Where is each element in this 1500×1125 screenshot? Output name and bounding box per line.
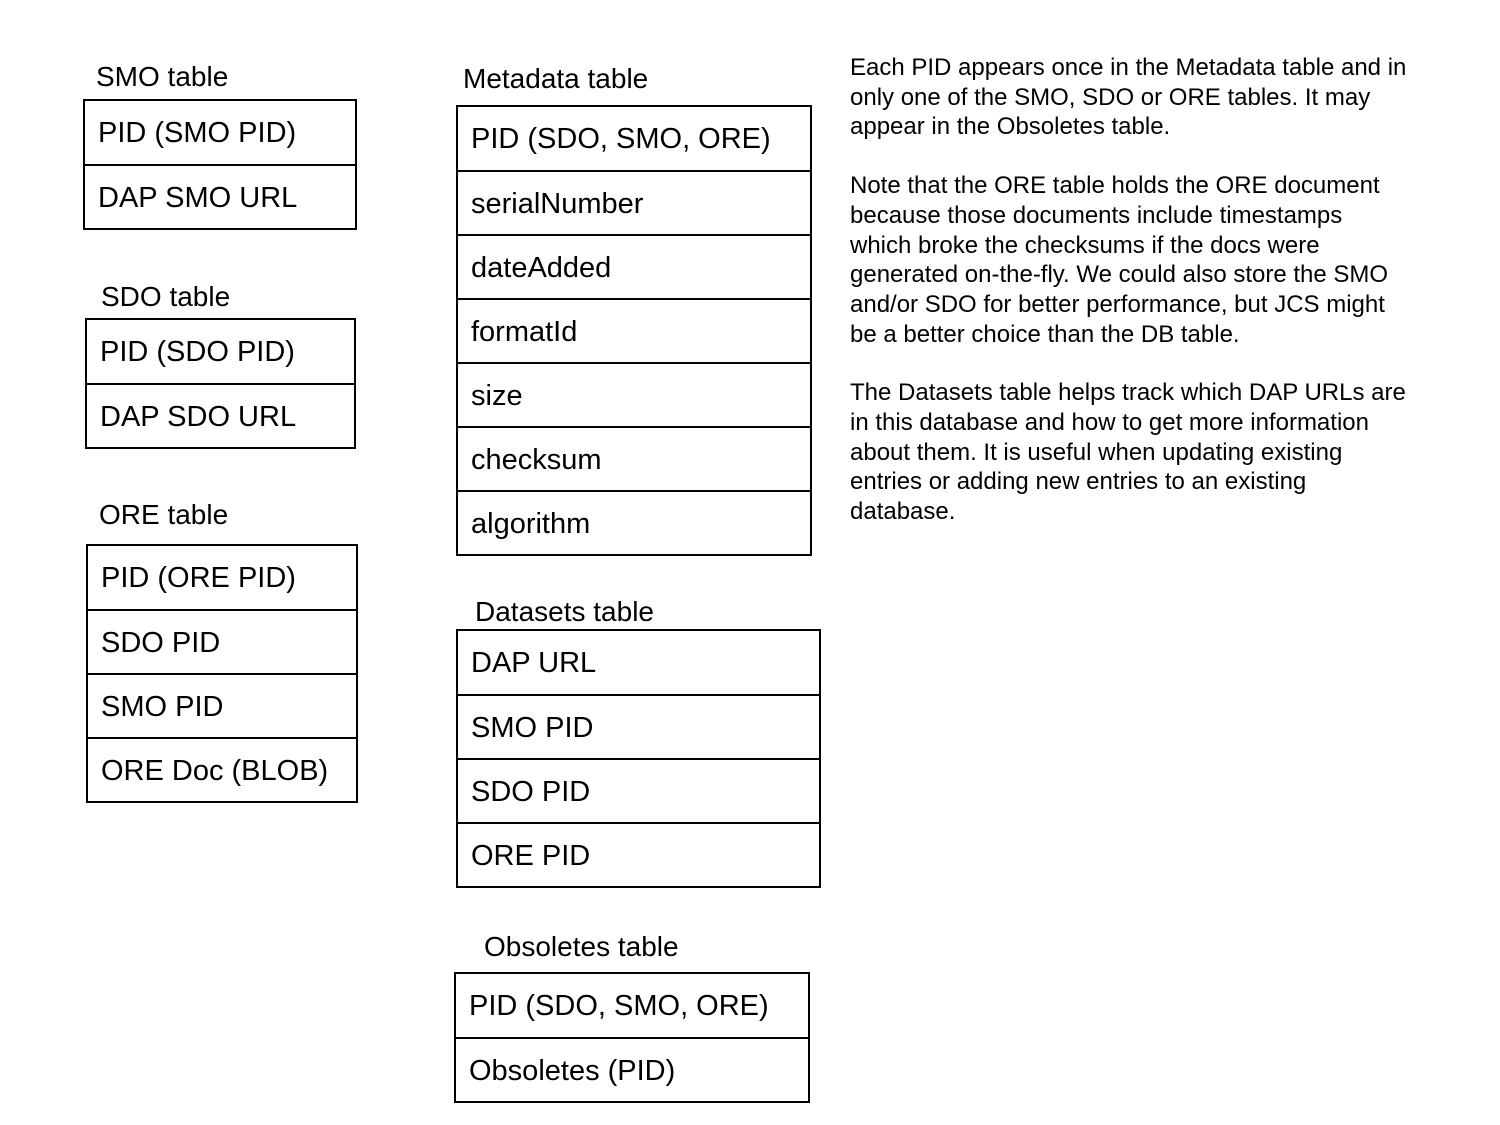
datasets-table-row: DAP URL xyxy=(471,647,597,679)
metadata-table-row: formatId xyxy=(458,298,810,362)
metadata-table-row: serialNumber xyxy=(458,170,810,234)
metadata-table xyxy=(456,105,812,556)
note-paragraph-ore: Note that the ORE table holds the ORE document because those documents include timestamps which broke the checksums if the docs were generated on-the-fly. We could also store the SMO and/or SDO for better performance, but JCS might be a better choice than the DB table. xyxy=(850,172,1389,348)
obsoletes-table xyxy=(454,972,810,1103)
metadata-table-row: size xyxy=(458,362,810,426)
smo-table-title: SMO table xyxy=(96,61,229,92)
metadata-table-row: PID (SDO, SMO, ORE) xyxy=(471,123,771,155)
datasets-table-row: ORE PID xyxy=(458,822,819,886)
sdo-table-row: PID (SDO PID) xyxy=(100,336,295,368)
ore-table-row: PID (ORE PID) xyxy=(101,562,296,594)
datasets-table-row: SDO PID xyxy=(458,758,819,822)
ore-table-title: ORE table xyxy=(99,499,229,530)
obsoletes-table-title: Obsoletes table xyxy=(484,931,679,962)
sdo-table-title: SDO table xyxy=(101,281,231,312)
smo-table-row: PID (SMO PID) xyxy=(98,117,297,149)
metadata-table-row: checksum xyxy=(458,426,810,490)
note-paragraph-pid: Each PID appears once in the Metadata table and in only one of the SMO, SDO or ORE tables. It may appear in the Obsoletes table. xyxy=(850,54,1407,141)
datasets-table xyxy=(456,629,821,888)
note-paragraph-datasets: The Datasets table helps track which DAP URLs are in this database and how to get more information about them. It is useful when updating existing entries or adding new entries to an existing database. xyxy=(850,379,1406,526)
datasets-table-row: SMO PID xyxy=(458,694,819,758)
obsoletes-table-row: Obsoletes (PID) xyxy=(456,1037,808,1101)
ore-table-row: ORE Doc (BLOB) xyxy=(88,737,356,801)
notes-text-block xyxy=(850,53,1410,556)
sdo-table-row: DAP SDO URL xyxy=(87,383,354,447)
smo-table-row: DAP SMO URL xyxy=(85,164,355,228)
metadata-table-row: algorithm xyxy=(458,490,810,554)
ore-table-row: SMO PID xyxy=(88,673,356,737)
sdo-table xyxy=(85,318,356,449)
ore-table xyxy=(86,544,358,803)
metadata-table-row: dateAdded xyxy=(458,234,810,298)
datasets-table-title: Datasets table xyxy=(475,596,654,627)
obsoletes-table-row: PID (SDO, SMO, ORE) xyxy=(469,990,769,1022)
ore-table-row: SDO PID xyxy=(88,609,356,673)
smo-table xyxy=(83,99,357,230)
metadata-table-title: Metadata table xyxy=(463,63,649,94)
